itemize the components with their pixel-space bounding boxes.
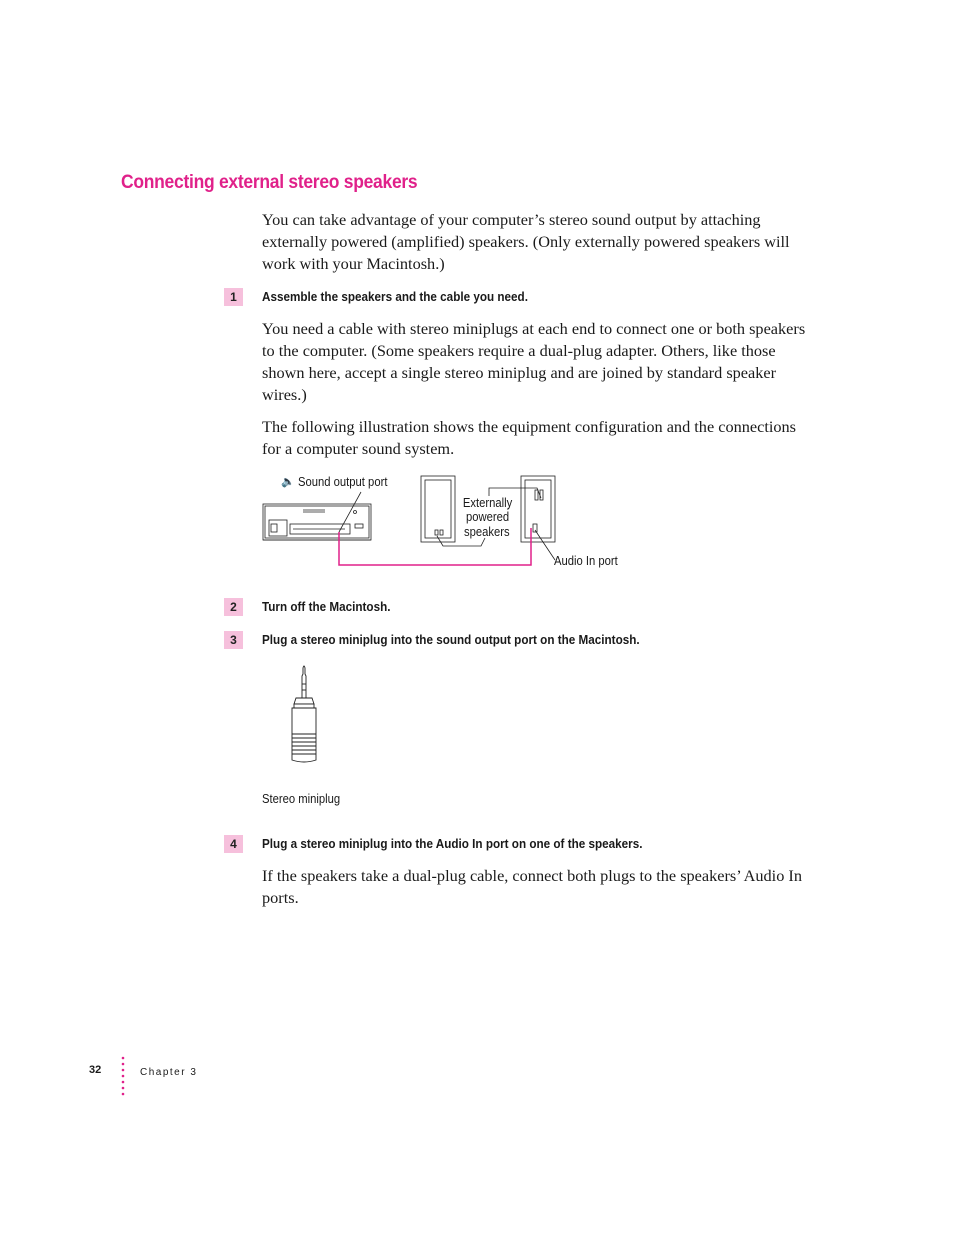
step-text-2: Turn off the Macintosh. [262, 599, 391, 614]
step-number-4: 4 [224, 835, 243, 853]
speaker-left-drawing [421, 476, 455, 542]
miniplug-caption: Stereo miniplug [262, 792, 341, 806]
step-number-2: 2 [224, 598, 243, 616]
step-number-3: 3 [224, 631, 243, 649]
step-number-1: 1 [224, 288, 243, 306]
section-heading: Connecting external stereo speakers [121, 172, 418, 193]
speakers-label-line-2: powered [466, 510, 510, 524]
macintosh-drawing [263, 504, 371, 540]
chapter-label: Chapter 3 [140, 1067, 198, 1078]
intro-paragraph: You can take advantage of your computer’s stereo sound output by attaching externally powered (amplified) speakers. (Only externally powered speakers will work with your Macintosh.) [262, 210, 790, 273]
audio-in-port-label: Audio In port [554, 554, 618, 568]
stereo-miniplug-drawing [286, 664, 326, 766]
speakers-label-line-1: Externally [462, 496, 513, 510]
speakers-label-line-3: speakers [464, 525, 510, 539]
footer-dots-decoration [120, 1056, 126, 1096]
step-text-3: Plug a stereo miniplug into the sound output port on the Macintosh. [262, 632, 640, 647]
speaker-right-drawing [521, 476, 555, 542]
step1-paragraph-2: The following illustration shows the equipment configuration and the connections for a computer sound system. [262, 417, 797, 458]
page-number: 32 [89, 1064, 102, 1076]
step4-paragraph: If the speakers take a dual-plug cable, connect both plugs to the speakers’ Audio In ports. [262, 866, 802, 907]
sound-output-port-label: Sound output port [298, 475, 388, 489]
step-text-4: Plug a stereo miniplug into the Audio In port on one of the speakers. [262, 836, 643, 851]
step1-paragraph-1: You need a cable with stereo miniplugs at each end to connect one or both speakers to the computer. (Some speakers require a dual-plug adapter. Others, like those shown here, accept a single stereo miniplug and are joined by standard speaker wires.) [262, 319, 806, 404]
speaker-volume-icon: 🔈 [281, 475, 295, 488]
step-text-1: Assemble the speakers and the cable you need. [262, 289, 528, 304]
